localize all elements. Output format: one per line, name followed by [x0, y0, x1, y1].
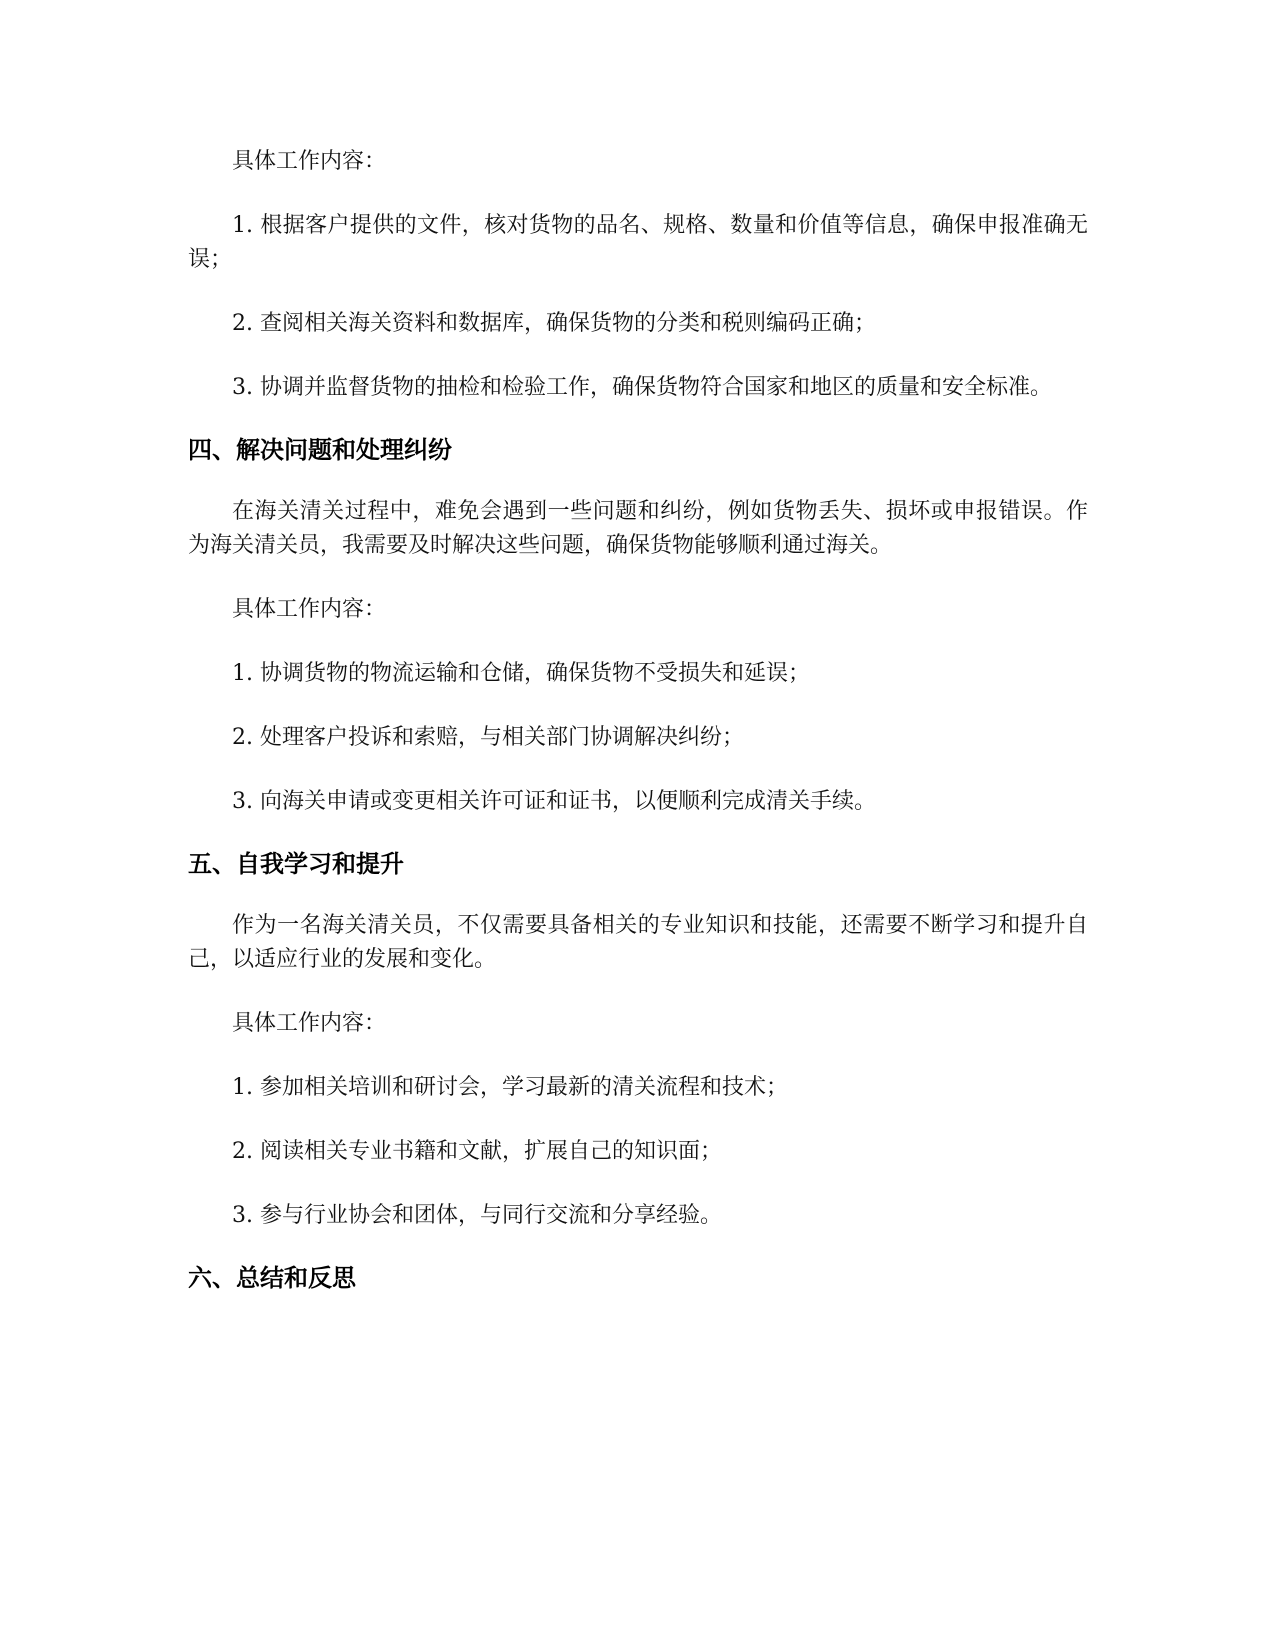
section6-heading: 六、总结和反思 — [188, 1264, 356, 1292]
section4-item-2: 2. 处理客户投诉和索赔，与相关部门协调解决纠纷； — [232, 725, 744, 750]
section4-heading: 四、解决问题和处理纠纷 — [188, 436, 452, 464]
section4-item-3: 3. 向海关申请或变更相关许可证和证书，以便顺利完成清关手续。 — [232, 789, 876, 814]
section5-item-2: 2. 阅读相关专业书籍和文献，扩展自己的知识面； — [232, 1139, 722, 1164]
section3-tasks-label: 具体工作内容： — [232, 149, 387, 174]
section4-item-1: 1. 协调货物的物流运输和仓储，确保货物不受损失和延误； — [232, 661, 810, 686]
section3-item-2: 2. 查阅相关海关资料和数据库，确保货物的分类和税则编码正确； — [232, 311, 876, 336]
section3-item-1: 1. 根据客户提供的文件，核对货物的品名、规格、数量和价值等信息，确保申报准确无误； — [188, 213, 1088, 272]
section3-item-3: 3. 协调并监督货物的抽检和检验工作，确保货物符合国家和地区的质量和安全标准。 — [232, 375, 1052, 400]
section5-item-3: 3. 参与行业协会和团体，与同行交流和分享经验。 — [232, 1203, 722, 1228]
section5-item-1: 1. 参加相关培训和研讨会，学习最新的清关流程和技术； — [232, 1075, 788, 1100]
section5-heading: 五、自我学习和提升 — [188, 850, 404, 878]
section4-intro: 在海关清关过程中，难免会遇到一些问题和纠纷，例如货物丢失、损坏或申报错误。作为海关清关员，我需要及时解决这些问题，确保货物能够顺利通过海关。 — [188, 499, 1088, 558]
section5-tasks-label: 具体工作内容： — [232, 1011, 387, 1036]
section4-tasks-label: 具体工作内容： — [232, 597, 387, 622]
section5-intro: 作为一名海关清关员，不仅需要具备相关的专业知识和技能，还需要不断学习和提升自己，以适应行业的发展和变化。 — [188, 913, 1088, 972]
document-body — [188, 145, 1088, 1295]
